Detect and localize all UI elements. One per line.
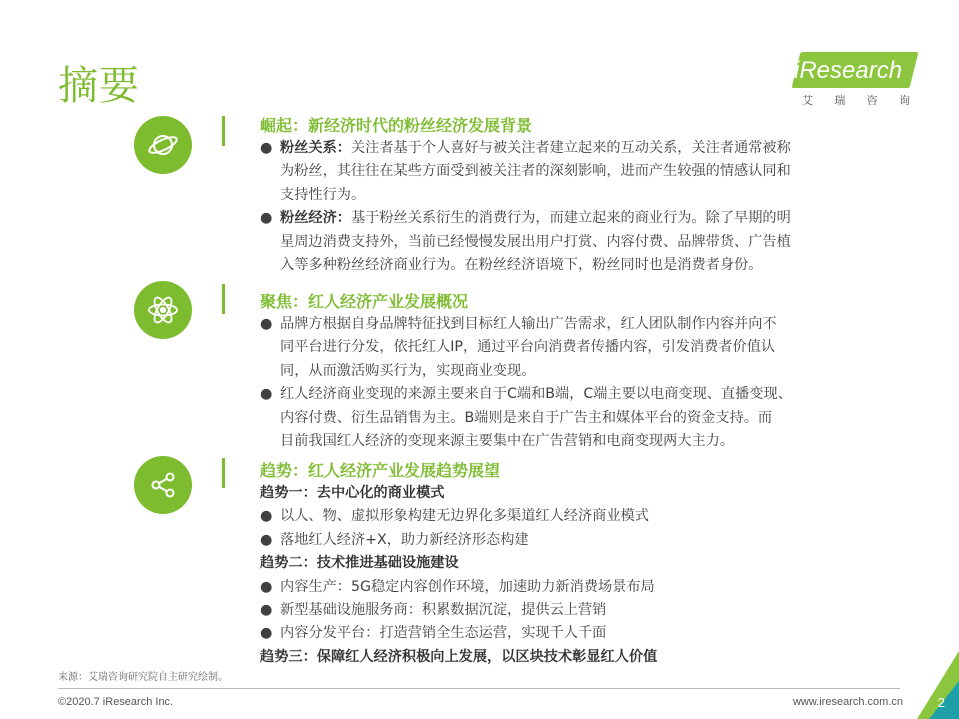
page-title: 摘要: [58, 63, 140, 109]
bullet-item: [260, 529, 860, 552]
bullet-dot: ●: [260, 386, 273, 403]
section-divider: [222, 284, 225, 314]
planet-icon: [134, 116, 192, 174]
bullet-dot: ●: [260, 578, 273, 595]
bullet-line: 落地红人经济+X，助力新经济形态构建: [280, 531, 529, 548]
bullet-line: 星周边消费支持外，当前已经慢慢发展出用户打赏、内容付费、品牌带货、广告植: [280, 233, 791, 250]
bullet-dot: ●: [260, 531, 273, 548]
bullet-item: [260, 137, 860, 207]
section-rise: [260, 115, 860, 277]
bullet-dot: ●: [260, 625, 273, 642]
iresearch-logo: [790, 52, 915, 110]
trend-heading: 趋势一：去中心化的商业模式: [260, 485, 445, 501]
bullet-item: [260, 622, 860, 645]
bullet-line: 入等多种粉丝经济商业行为。在粉丝经济语境下，粉丝同时也是消费者身份。: [280, 257, 763, 274]
bullet-line: 同平台进行分发，依托红人IP，通过平台向消费者传播内容，引发消费者价值认: [280, 339, 776, 356]
trend-heading: 趋势二：技术推进基础设施建设: [260, 555, 459, 572]
share-icon: [134, 456, 192, 514]
bullet-dot: ●: [260, 140, 273, 156]
bullet-item: [260, 383, 860, 453]
bullet-term: 粉丝关系：: [280, 140, 351, 156]
logo-char: 艾: [802, 94, 813, 107]
logo-char: 瑞: [834, 94, 846, 107]
bullet-dot: ●: [260, 508, 273, 525]
logo-char: 询: [898, 94, 910, 107]
bullet-line: 关注者基于个人喜好与被关注者建立起来的互动关系，关注者通常被称: [350, 140, 791, 156]
bullet-line: 内容生产：5G稳定内容创作环境，加速助力新消费场景布局: [280, 578, 655, 595]
bullet-line: 以人、物、虚拟形象构建无边界化多渠道红人经济商业模式: [280, 508, 649, 525]
logo-text: iResearch: [794, 57, 903, 84]
bullet-line: 为粉丝，其往往在某些方面受到被关注者的深刻影响，进而产生较强的情感认同和: [280, 163, 791, 180]
bullet-line: 品牌方根据自身品牌特征找到目标红人输出广告需求，红人团队制作内容并向不: [280, 316, 777, 332]
bullet-line: 目前我国红人经济的变现来源主要集中在广告营销和电商变现两大主力。: [280, 433, 735, 450]
section-trend: [260, 460, 860, 669]
logo-chinese: [802, 92, 910, 108]
section-heading: 趋势：红人经济产业发展趋势展望: [260, 461, 501, 480]
bullet-line: 基于粉丝关系衍生的消费行为，而建立起来的商业行为。除了早期的明: [350, 210, 791, 227]
bullet-line: 红人经济商业变现的来源主要来自于C端和B端，C端主要以电商变现、直播变现、: [280, 386, 792, 403]
bullet-dot: ●: [260, 210, 273, 227]
bullet-line: 内容分发平台：打造营销全生态运营，实现千人千面: [280, 625, 607, 642]
bullet-dot: ●: [260, 316, 273, 332]
bullet-dot: ●: [260, 602, 273, 619]
section-focus: [260, 291, 860, 453]
atom-icon: [134, 281, 192, 339]
website-url: www.iresearch.com.cn: [792, 696, 903, 708]
section-divider: [222, 116, 225, 146]
copyright: ©2020.7 iResearch Inc.: [58, 696, 174, 708]
bullet-item: [260, 505, 860, 528]
bullet-item: [260, 576, 860, 599]
bullet-item: [260, 207, 860, 277]
source-note: 来源：艾瑞咨询研究院自主研究绘制。: [58, 672, 228, 683]
bullet-line: 内容付费、衍生品销售为主。B端则是来自于广告主和媒体平台的资金支持。而: [280, 409, 773, 426]
section-heading: 聚焦：红人经济产业发展概况: [260, 292, 469, 311]
bullet-item: [260, 313, 860, 383]
section-divider: [222, 458, 225, 488]
footer-divider: [58, 688, 900, 689]
corner-decoration: [909, 651, 959, 719]
trend-heading: 趋势三：保障红人经济积极向上发展，以区块技术彰显红人价值: [260, 648, 658, 665]
bullet-line: 新型基础设施服务商：积累数据沉淀，提供云上营销: [280, 602, 607, 619]
bullet-term: 粉丝经济：: [280, 210, 351, 227]
bullet-item: [260, 599, 860, 622]
bullet-line: 支持性行为。: [280, 186, 366, 203]
logo-char: 咨: [866, 94, 878, 107]
page-number: 2: [937, 695, 945, 710]
section-heading: 崛起：新经济时代的粉丝经济发展背景: [260, 116, 533, 135]
bullet-line: 同，从而激活购买行为，实现商业变现。: [280, 362, 536, 379]
